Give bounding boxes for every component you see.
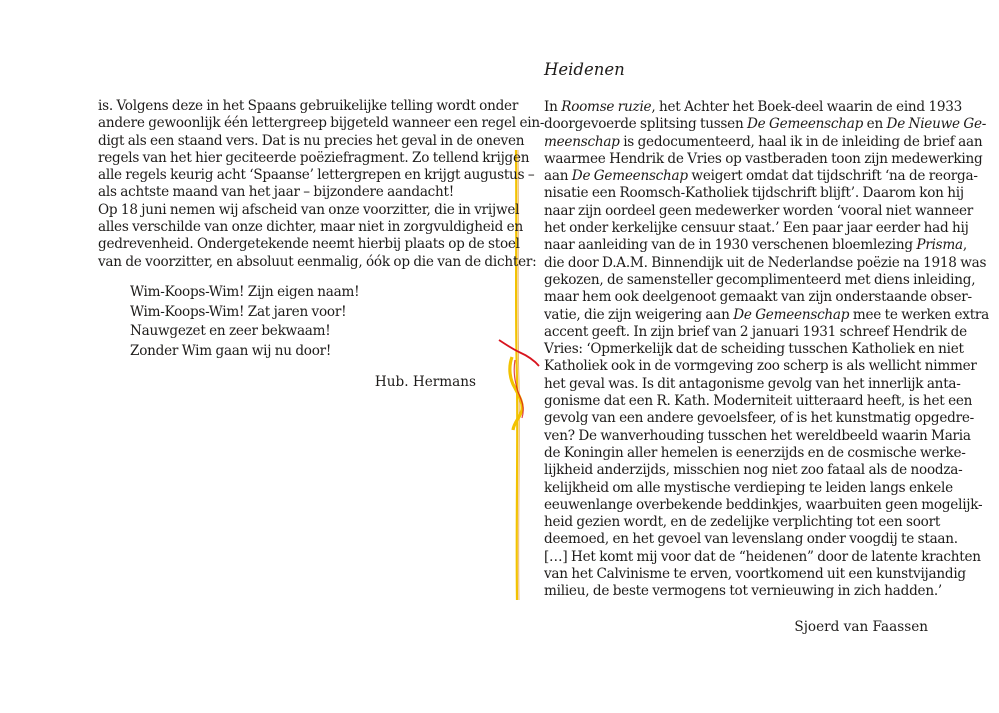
text-line — [544, 393, 973, 410]
text-line: Op 18 juni nemen wij afscheid van onze voorzitter, die in vrijwel — [98, 201, 520, 218]
text-run: en — [863, 116, 887, 133]
text-run: , het Achter het Boek-deel waarin de eind 1933 — [651, 99, 963, 115]
right-body-text — [544, 99, 990, 601]
text-run: […] Het komt mij voor dat de “heidenen” door de latente krachten — [544, 548, 981, 565]
text-line — [544, 306, 990, 324]
text-line: alles verschilde van onze dichter, maar niet in zorgvuldigheid en — [98, 219, 523, 236]
text-line — [544, 220, 969, 237]
text-run: mee te werken extra — [849, 306, 990, 323]
text-run: gonisme dat een R. Kath. Moderniteit uitteraard heeft, is het een — [544, 393, 973, 410]
italic-title: De Nieuwe Ge- — [886, 116, 987, 133]
text-run: deemoed, en het gevoel van levenslang onder voogdij te staan. — [544, 531, 958, 548]
text-line — [544, 514, 941, 531]
text-run: aan — [544, 168, 572, 185]
text-line — [544, 99, 963, 116]
text-run: lijkheid anderzijds, misschien nog niet zoo fataal als de noodza- — [544, 462, 963, 479]
text-line — [544, 496, 983, 514]
text-line — [544, 566, 966, 583]
text-run: milieu, de beste vermogens tot vernieuwing in zich hadden.’ — [544, 583, 942, 600]
text-line: als achtste maand van het jaar – bijzondere aandacht! — [98, 184, 454, 201]
text-run: weigert omdat dat tijdschrift ‘na de reorga- — [687, 168, 978, 185]
text-line — [544, 202, 974, 220]
text-run: Vries: ‘Opmerkelijk dat de scheiding tusschen Katholiek en niet — [544, 341, 964, 358]
text-line — [544, 358, 977, 375]
text-line — [544, 375, 961, 393]
signature-right: Sjoerd van Faassen — [794, 618, 928, 635]
text-line — [544, 410, 974, 427]
text-line — [544, 133, 983, 151]
text-run: het geval was. Is dit antagonisme gevolg van het innerlijk anta- — [544, 375, 961, 392]
text-run: waarmee Hendrik de Vries op vastberaden toon zijn medewerking — [544, 150, 983, 167]
text-line — [544, 323, 967, 341]
text-run: ven? De wanverhouding tusschen het wereldbeeld waarin Maria — [544, 427, 971, 444]
left-page — [98, 98, 545, 390]
text-run: de Koningin aller hemelen is eenerzijds en de cosmische werke- — [544, 444, 966, 461]
italic-title: Roomse ruzie — [561, 99, 652, 115]
text-run: van het Calvinisme te erven, voortkomend uit een kunstvijandig — [544, 566, 966, 583]
text-line — [544, 427, 971, 445]
text-run: doorgevoerde splitsing tussen — [544, 116, 748, 133]
text-run: vatie, die zijn weigering aan — [544, 306, 734, 323]
text-run: naar aanleiding van de in 1930 verschenen bloemlezing — [544, 237, 917, 254]
text-line — [544, 583, 942, 600]
poem-line: Zonder Wim gaan wij nu door! — [130, 343, 332, 360]
text-line: regels van het hier geciteerde poëziefragment. Zo tellend krijgen — [98, 149, 530, 166]
text-run: kelijkheid om alle mystische verdieping te leiden langs enkele — [544, 479, 953, 496]
text-line — [544, 254, 987, 272]
text-run: maar hem ook deelgenoot gemaakt van zijn onderstaande obser- — [544, 289, 972, 306]
text-line: digt als een staand vers. Dat is nu precies het geval in de oneven — [98, 132, 525, 149]
italic-title: De Gemeenschap — [733, 306, 850, 323]
italic-title: Prisma — [916, 237, 963, 254]
text-run: het onder kerkelijke censuur staat.’ Een paar jaar eerder had hij — [544, 220, 969, 237]
text-line — [544, 548, 981, 566]
text-run: die door D.A.M. Binnendijk uit de Nederlandse poëzie na 1918 was — [544, 254, 987, 271]
text-line — [544, 341, 964, 358]
text-line: andere gewoonlijk één lettergreep bijgeteld wanneer een regel ein- — [98, 115, 545, 132]
text-line — [544, 271, 976, 289]
italic-title: De Gemeenschap — [747, 116, 864, 133]
text-line: is. Volgens deze in het Spaans gebruikelijke telling wordt onder — [98, 98, 519, 114]
text-line — [544, 168, 978, 185]
poem — [130, 283, 476, 362]
text-line — [544, 462, 963, 479]
text-line: alle regels keurig acht ‘Spaanse’ lettergrepen en krijgt augustus – — [98, 167, 535, 184]
text-line: gedrevenheid. Ondergetekende neemt hierbij plaats op de stoel — [98, 236, 520, 253]
text-run: is gedocumenteerd, haal ik in de inleiding de brief aan — [619, 133, 983, 150]
text-run: nisatie een Roomsch-Katholiek tijdschrift blijft’. Daarom kon hij — [544, 185, 964, 202]
text-line — [544, 444, 966, 462]
right-page — [544, 60, 990, 635]
text-line — [544, 116, 987, 133]
text-run: accent geeft. In zijn brief van 2 januari 1931 schreef Hendrik de — [544, 323, 967, 340]
italic-title: meenschap — [544, 133, 620, 150]
poem-line: Wim-Koops-Wim! Zijn eigen naam! — [130, 283, 360, 300]
text-run: , — [962, 237, 967, 254]
signature-left: Hub. Hermans — [374, 373, 476, 390]
text-run: eeuwenlange overbekende beddinkjes, waarbuiten geen mogelijk- — [544, 496, 983, 513]
text-run: gevolg van een andere gevoelsfeer, of is het kunstmatig opgedre- — [544, 410, 974, 427]
text-line — [544, 150, 983, 168]
text-run: heid gezien wordt, en de zedelijke verplichting tot een soort — [544, 514, 941, 531]
text-line — [544, 479, 953, 497]
italic-title: De Gemeenschap — [571, 168, 688, 185]
left-body-text — [98, 98, 545, 271]
poem-line: Wim-Koops-Wim! Zat jaren voor! — [130, 303, 347, 320]
section-header: Heidenen — [544, 60, 625, 79]
text-line — [544, 531, 958, 548]
text-run: naar zijn oordeel geen medewerker worden ‘vooral niet wanneer — [544, 202, 974, 219]
text-line — [544, 185, 964, 202]
text-line — [544, 289, 972, 306]
text-run: Katholiek ook in de vormgeving zoo scherp is als wellicht nimmer — [544, 358, 977, 375]
text-line: van de voorzitter, en absoluut eenmalig, óók op die van de dichter: — [98, 253, 537, 270]
text-line — [544, 237, 967, 254]
text-run: gekozen, de samensteller gecomplimenteerd met diens inleiding, — [544, 271, 976, 288]
text-run: In — [544, 99, 562, 115]
poem-line: Nauwgezet en zeer bekwaam! — [130, 323, 331, 340]
